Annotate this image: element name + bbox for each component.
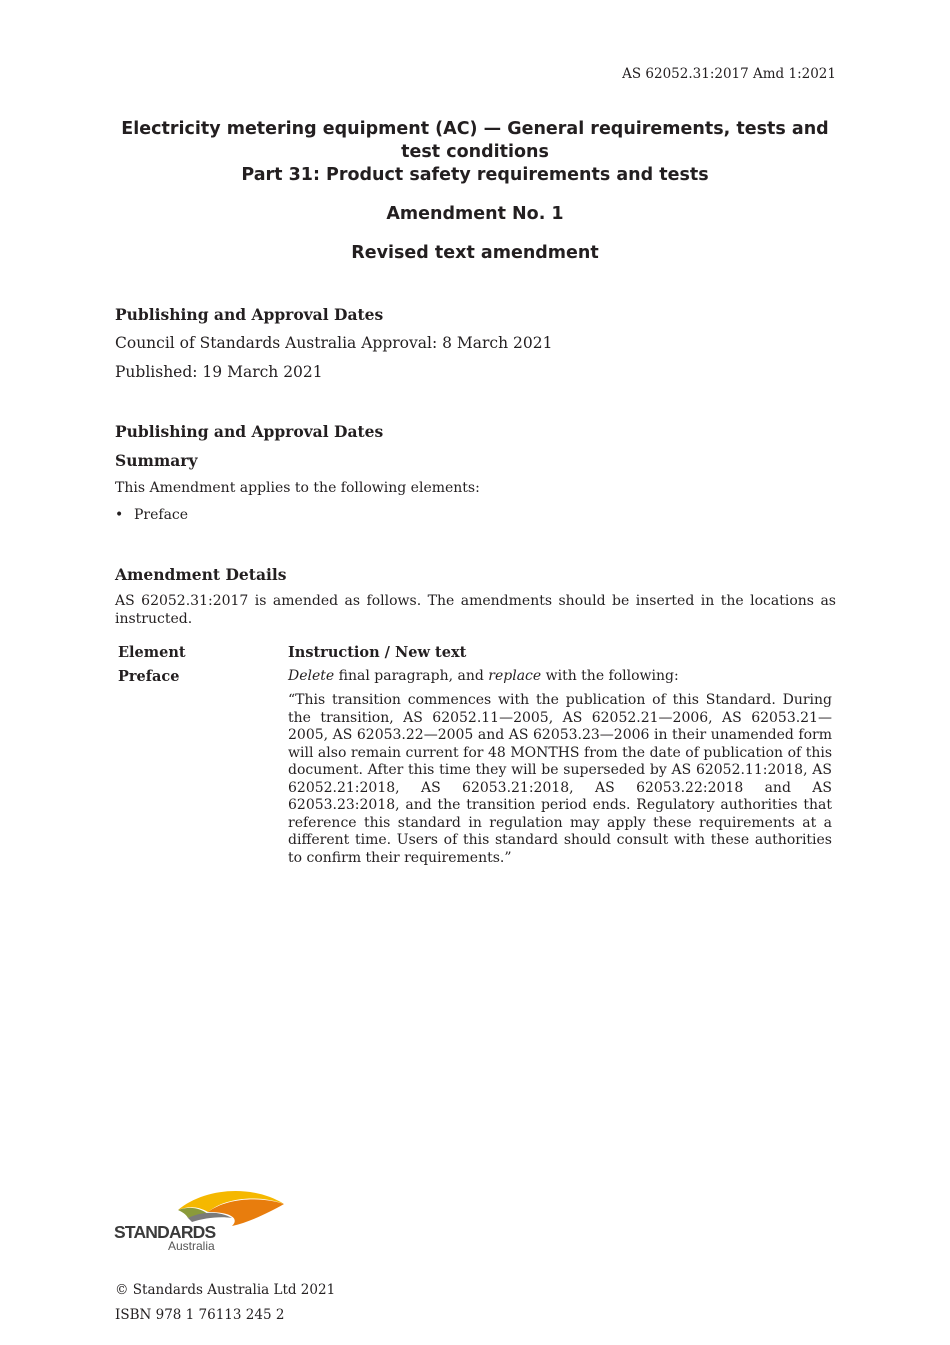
instruction-delete: Delete xyxy=(288,668,335,684)
bullet-marker: • xyxy=(115,507,124,523)
title-line-1: Electricity metering equipment (AC) — General requirements, tests and xyxy=(121,119,829,139)
copyright-notice: © Standards Australia Ltd 2021 xyxy=(115,1282,336,1298)
isbn: ISBN 978 1 76113 245 2 xyxy=(115,1307,285,1323)
amendment-type: Revised text amendment xyxy=(351,243,599,263)
row-element-cell: Preface xyxy=(118,668,180,685)
replacement-text: “This transition commences with the publication of this Standard. During the transition, AS 62052.11—2005, AS 62052.21—2006, AS 62053.21—2005, AS 62053.22—2005 and AS 62053.23—2006 in their unamended form will also remain current for 48 MONTHS from the date of publication of this document. After this time they will be superseded by AS 62052.11:2018, AS 62052.21:2018, AS 62053.21:2018, AS 62053.22:2018 and AS 62053.23:2018, and the transition period ends. Regulatory authorities that reference this standard in regulation may apply these requirements at a different time. Users of this standard should consult with these authorities to confirm their requirements.” xyxy=(288,692,832,866)
instruction-end: with the following: xyxy=(541,668,679,684)
column-header-element: Element xyxy=(118,644,186,661)
title-line-3: Part 31: Product safety requirements and tests xyxy=(241,165,709,185)
bullet-text: Preface xyxy=(134,507,189,523)
summary-heading: Summary xyxy=(115,451,198,470)
instruction-replace: replace xyxy=(488,668,542,684)
dates-heading: Publishing and Approval Dates xyxy=(115,305,384,324)
instruction-middle: final paragraph, and xyxy=(334,668,489,684)
standards-australia-logo xyxy=(114,1186,289,1256)
logo-wordmark: STANDARDS xyxy=(114,1222,216,1242)
summary-section-heading: Publishing and Approval Dates xyxy=(115,422,384,441)
amendment-number: Amendment No. 1 xyxy=(386,204,564,224)
row-instruction xyxy=(288,668,679,684)
title-line-2: test conditions xyxy=(401,142,549,162)
details-intro: AS 62052.31:2017 is amended as follows. The amendments should be inserted in the locations as instructed. xyxy=(115,593,836,627)
published-date: Published: 19 March 2021 xyxy=(115,363,323,381)
logo-subtitle: Australia xyxy=(168,1239,215,1253)
document-reference: AS 62052.31:2017 Amd 1:2021 xyxy=(622,66,836,82)
approval-date: Council of Standards Australia Approval: 8 March 2021 xyxy=(115,334,553,352)
details-heading: Amendment Details xyxy=(115,565,287,584)
column-header-instruction: Instruction / New text xyxy=(288,644,467,661)
summary-bullet-item xyxy=(115,507,188,523)
document-title xyxy=(115,118,835,187)
summary-intro: This Amendment applies to the following elements: xyxy=(115,480,480,496)
